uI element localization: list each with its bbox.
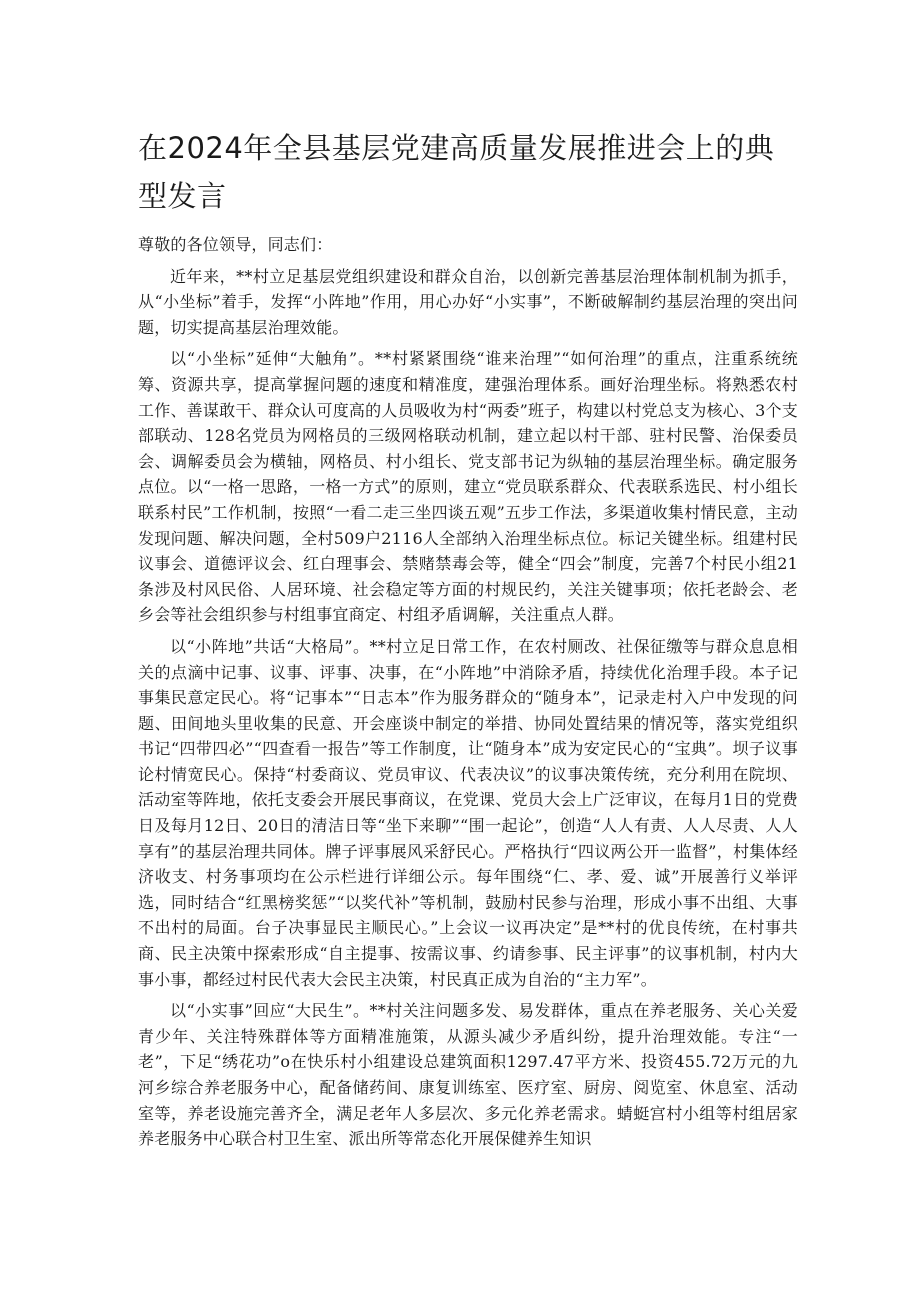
paragraph-intro: 近年来，**村立足基层党组织建设和群众自治，以创新完善基层治理体制机制为抓手，从“小坐标”着手，发挥“小阵地”作用，用心办好“小实事”，不断破解制约基层治理的突出问题，切实提高基层治理效能。 bbox=[138, 266, 798, 337]
paragraph-small-position: 以“小阵地”共话“大格局”。**村立足日常工作，在农村厕改、社保征缴等与群众息息相关的点滴中记事、议事、评事、决事，在“小阵地”中消除矛盾，持续优化治理手段。本子记事集民意定民心。将“记事本”“日志本”作为服务群众的“随身本”，记录走村入户中发现的问题、田间地头里收集的民意、开会座谈中制定的举措、协同处置结果的情况等，落实党组织书记“四带四必”“四查看一报告”等工作制度，让“随身本”成为安定民心的“宝典”。坝子议事论村情宽民心。保持“村委商议、党员审议、代表决议”的议事决策传统，充分利用在院坝、活动室等阵地，依托支委会开展民事商议，在党课、党员大会上广泛审议，在每月1日的党费日及每月12日、20日的清洁日等“坐下来聊”“围一起论”，创造“人人有责、人人尽责、人人享有”的基层治理共同体。牌子评事展风采舒民心。严格执行“四议两公开一监督”，村集体经济收支、村务事项均在公示栏进行详细公示。每年围绕“仁、孝、爱、诚”开展善行义举评选，同时结合“红黑榜奖惩”“以奖代补”等机制，鼓励村民参与治理，形成小事不出组、大事不出村的局面。台子决事显民主顺民心。”上会议一议再决定”是**村的优良传统，在村事共商、民主决策中探索形成“自主提事、按需议事、约请参事、民主评事”的议事机制，村内大事小事，都经过村民代表大会民主决策，村民真正成为自治的“主力军”。 bbox=[138, 636, 798, 989]
paragraph-small-practical-matters: 以“小实事”回应“大民生”。**村关注问题多发、易发群体，重点在养老服务、关心关爱青少年、关注特殊群体等方面精准施策，从源头减少矛盾纠纷，提升治理效能。专注“一老”，下足“绣花功”o在快乐村小组建设总建筑面积1297.47平方米、投资455.72万元的九河乡综合养老服务中心，配备储药间、康复训练室、医疗室、厨房、阅览室、休息室、活动室等，养老设施完善齐全，满足老年人多层次、多元化养老需求。蜻蜓宫村小组等村组居家养老服务中心联合村卫生室、派出所等常态化开展保健养生知识 bbox=[138, 1001, 798, 1149]
document-body bbox=[138, 232, 798, 1158]
paragraph-small-coordinate: 以“小坐标”延伸“大触角”。**村紧紧围绕“谁来治理”“如何治理”的重点，注重系统统筹、资源共享，提高掌握问题的速度和精准度，建强治理体系。画好治理坐标。将熟悉农村工作、善谋敢干、群众认可度高的人员吸收为村“两委”班子，构建以村党总支为核心、3个支部联动、128名党员为网格员的三级网格联动机制，建立起以村干部、驻村民警、治保委员会、调解委员会为横轴，网格员、村小组长、党支部书记为纵轴的基层治理坐标。确定服务点位。以“一格一思路，一格一方式”的原则，建立“党员联系群众、代表联系选民、村小组长联系村民”工作机制，按照“一看二走三坐四谈五观”五步工作法，多渠道收集村情民意，主动发现问题、解决问题，全村509户2116人全部纳入治理坐标点位。标记关键坐标。组建村民议事会、道德评议会、红白理事会、禁赌禁毒会等，健全“四会”制度，完善7个村民小组21条涉及村风民俗、人居环境、社会稳定等方面的村规民约，关注关键事项；依托老龄会、老乡会等社会组织参与村组事宜商定、村组矛盾调解，关注重点人群。 bbox=[138, 349, 798, 625]
salutation: 尊敬的各位领导，同志们： bbox=[138, 235, 333, 254]
document-title: 在2024年全县基层党建高质量发展推进会上的典型发言 bbox=[138, 131, 775, 213]
